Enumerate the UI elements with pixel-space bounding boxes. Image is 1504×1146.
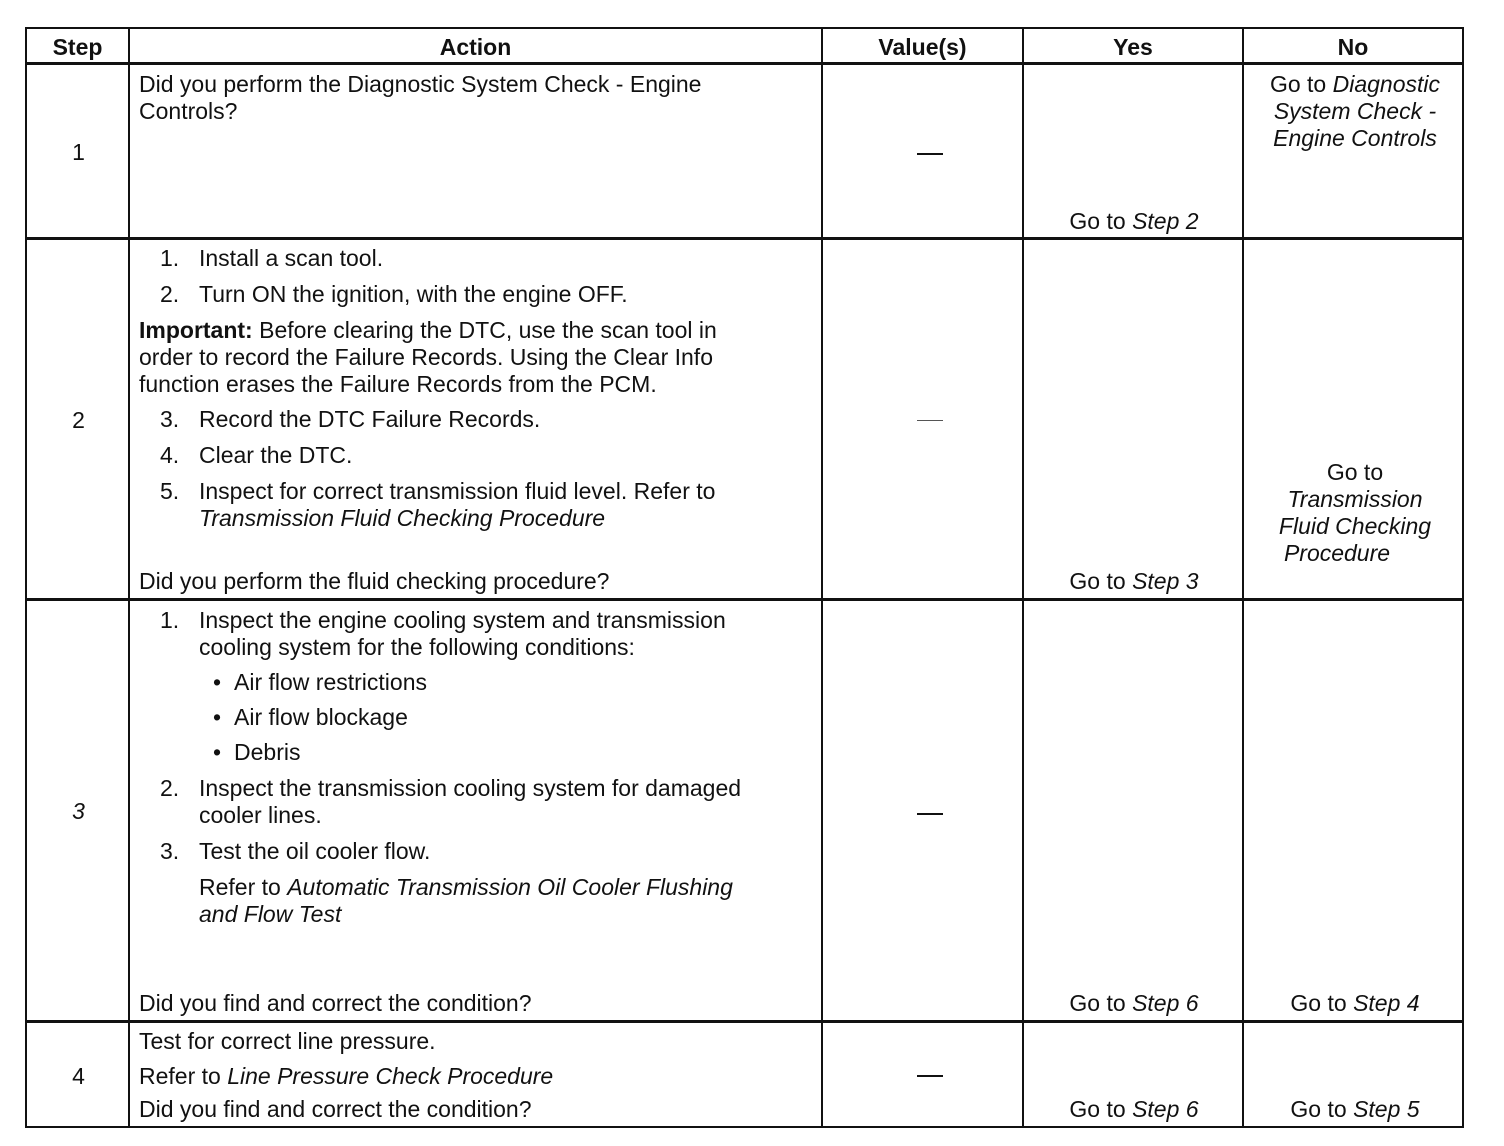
no-prefix: Go to: [1290, 990, 1354, 1016]
question-text: Did you find and correct the condition?: [139, 990, 532, 1016]
no-action[interactable]: [1246, 71, 1464, 152]
header-yes: Yes: [1113, 34, 1153, 60]
refer-prefix: Refer to: [139, 1063, 228, 1089]
no-link[interactable]: Procedure: [1283, 540, 1391, 566]
no-link[interactable]: Fluid Checking: [1278, 513, 1432, 539]
yes-action[interactable]: [1024, 1096, 1244, 1123]
row-divider: [27, 1020, 1462, 1023]
reference-line: [199, 874, 733, 901]
list-item: cooling system for the following conditions:: [199, 634, 635, 660]
list-number: 5.: [160, 478, 180, 504]
list-number: 3.: [160, 406, 180, 432]
important-note: [139, 317, 717, 344]
list-item: Inspect for correct transmission fluid level. Refer to: [199, 478, 716, 504]
header-values: Value(s): [878, 34, 967, 60]
value-dash: [917, 813, 943, 815]
header-action: Action: [439, 34, 512, 60]
header-step: Step: [52, 34, 103, 60]
no-link[interactable]: Engine Controls: [1273, 125, 1437, 151]
list-item: Record the DTC Failure Records.: [199, 406, 541, 432]
row-divider: [27, 237, 1462, 240]
question-text: Did you perform the Diagnostic System Check - Engine: [139, 71, 702, 97]
reference-link-text[interactable]: Line Pressure Check Procedure: [227, 1063, 554, 1089]
reference-line: [199, 901, 341, 928]
reference-link-text[interactable]: and Flow Test: [199, 901, 342, 927]
value-dash: [917, 420, 943, 421]
step-number: 1: [72, 139, 85, 165]
list-number: 1.: [160, 607, 180, 633]
yes-link[interactable]: Step 2: [1132, 208, 1199, 234]
yes-action[interactable]: [1024, 568, 1244, 595]
no-link[interactable]: Diagnostic: [1332, 71, 1441, 97]
question-text: Did you perform the fluid checking procedure?: [139, 568, 610, 594]
no-action[interactable]: [1246, 459, 1464, 567]
value-dash: [917, 1075, 943, 1077]
bullet-item: Air flow blockage: [234, 704, 408, 730]
yes-prefix: Go to: [1069, 990, 1133, 1016]
yes-prefix: Go to: [1069, 568, 1133, 594]
list-item: Turn ON the ignition, with the engine OFF.: [199, 281, 628, 307]
list-item: Test the oil cooler flow.: [199, 838, 431, 864]
list-item: cooler lines.: [199, 802, 322, 828]
bullet-item: Air flow restrictions: [234, 669, 427, 695]
yes-action[interactable]: [1024, 990, 1244, 1017]
yes-link[interactable]: Step 3: [1132, 568, 1199, 594]
list-number: 4.: [160, 442, 180, 468]
list-item: Clear the DTC.: [199, 442, 353, 468]
question-text: Controls?: [139, 98, 238, 124]
no-link[interactable]: System Check -: [1273, 98, 1437, 124]
bullet: •: [213, 739, 222, 765]
question-text: Did you find and correct the condition?: [139, 1096, 532, 1122]
step-number: 4: [72, 1063, 85, 1089]
refer-prefix: Refer to: [199, 874, 288, 900]
col-divider: [128, 29, 130, 1126]
list-item: Inspect the engine cooling system and transmission: [199, 607, 726, 633]
yes-prefix: Go to: [1069, 208, 1133, 234]
row-divider: [27, 598, 1462, 601]
important-text: Before clearing the DTC, use the scan tool in: [252, 317, 717, 343]
reference-link-text[interactable]: Transmission Fluid Checking Procedure: [199, 505, 606, 531]
no-action[interactable]: [1246, 1096, 1464, 1123]
yes-action[interactable]: [1024, 208, 1244, 235]
no-prefix: Go to: [1269, 71, 1333, 97]
list-item: Install a scan tool.: [199, 245, 384, 271]
list-number: 2.: [160, 281, 180, 307]
reference-link-text[interactable]: Automatic Transmission Oil Cooler Flushing: [287, 874, 733, 900]
list-item: Inspect the transmission cooling system for damaged: [199, 775, 742, 801]
yes-link[interactable]: Step 6: [1132, 990, 1199, 1016]
list-number: 2.: [160, 775, 180, 801]
list-number: 1.: [160, 245, 180, 271]
yes-link[interactable]: Step 6: [1132, 1096, 1199, 1122]
no-action[interactable]: [1246, 990, 1464, 1017]
step-number: 2: [72, 407, 85, 433]
instruction-text: Test for correct line pressure.: [139, 1028, 436, 1054]
bullet: •: [213, 669, 222, 695]
reference-line: [139, 1063, 553, 1090]
bullet-item: Debris: [234, 739, 301, 765]
header-no: No: [1337, 34, 1369, 60]
no-link[interactable]: Transmission: [1287, 486, 1423, 512]
diagnostic-table: [25, 27, 1464, 1128]
no-prefix: Go to: [1290, 1096, 1354, 1122]
important-text: order to record the Failure Records. Using the Clear Info: [139, 344, 713, 370]
yes-prefix: Go to: [1069, 1096, 1133, 1122]
bullet: •: [213, 704, 222, 730]
step-number: 3: [72, 798, 85, 824]
reference-link[interactable]: [199, 505, 605, 532]
important-label: Important:: [139, 317, 253, 343]
col-divider: [821, 29, 823, 1126]
no-link[interactable]: Step 4: [1353, 990, 1420, 1016]
list-number: 3.: [160, 838, 180, 864]
no-prefix: Go to: [1326, 459, 1384, 485]
no-link[interactable]: Step 5: [1353, 1096, 1420, 1122]
important-text: function erases the Failure Records from the PCM.: [139, 371, 657, 397]
value-dash: [917, 153, 943, 155]
